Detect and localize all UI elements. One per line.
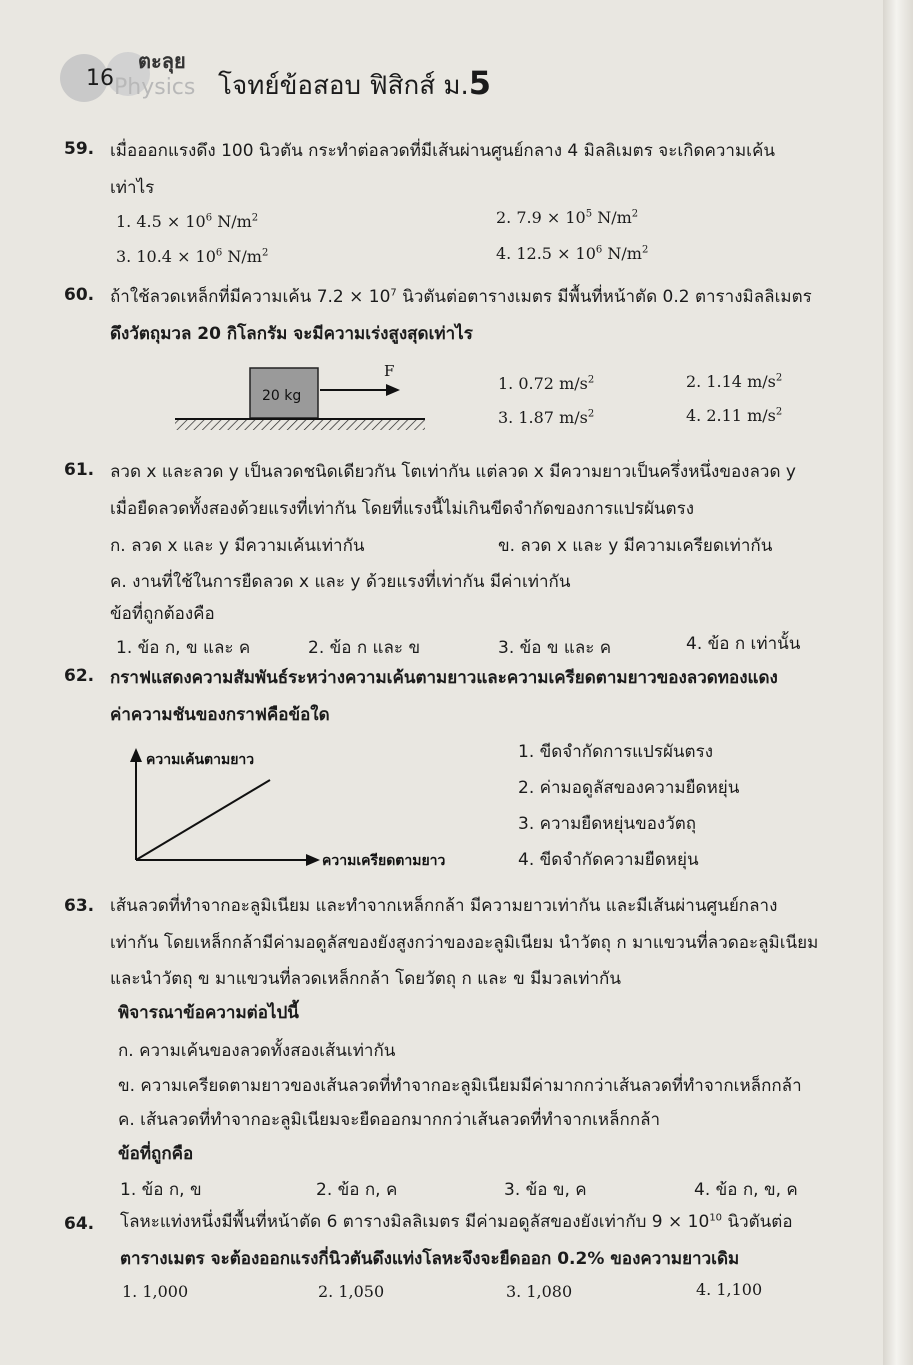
q60-text-a xyxy=(110,283,812,310)
q62-text-b: ค่าความชันของกราฟคือข้อใด xyxy=(110,705,330,725)
q59-option-3-text: 3. 10.4 × 10 xyxy=(116,247,216,266)
q61-statement-k: ก. ลวด x และ y มีความเค้นเท่ากัน xyxy=(110,536,365,556)
q60-option-3-sq: 2 xyxy=(587,408,595,420)
q61-statement-kh: ข. ลวด x และ y มีความเครียดเท่ากัน xyxy=(498,536,773,556)
q60-force-arrowhead xyxy=(386,384,400,396)
q62-option-3: 3. ความยืดหยุ่นของวัตถุ xyxy=(518,814,697,834)
grade-number: 5 xyxy=(468,64,492,102)
q63-correct-label: ข้อที่ถูกคือ xyxy=(118,1144,194,1164)
q59-option-3-unit: N/m xyxy=(222,247,262,266)
q63-statement-k: ก. ความเค้นของลวดทั้งสองเส้นเท่ากัน xyxy=(118,1041,396,1061)
q59-option-4-sq: 2 xyxy=(641,244,649,256)
q61-correct-label: ข้อที่ถูกต้องคือ xyxy=(110,604,215,624)
q62-graph-line xyxy=(136,780,270,860)
q60-option-1-sq: 2 xyxy=(587,374,595,386)
q64-option-1: 1. 1,000 xyxy=(122,1282,189,1301)
q63-number: 63. xyxy=(64,896,95,916)
q59-option-3-exp: 6 xyxy=(215,247,223,259)
brand-bottom: Physics xyxy=(114,75,196,100)
q64-option-4: 4. 1,100 xyxy=(696,1280,763,1299)
q63-option-1: 1. ข้อ ก, ข xyxy=(120,1180,202,1200)
q60-block-diagram xyxy=(170,360,430,438)
q59-option-2-unit: N/m xyxy=(592,208,632,227)
q59-option-1-exp: 6 xyxy=(205,212,213,224)
q60-option-4-text: 4. 2.11 m/s xyxy=(686,406,776,425)
q61-option-2: 2. ข้อ ก และ ข xyxy=(308,638,421,658)
q61-number: 61. xyxy=(64,460,95,480)
q60-option-4-sq: 2 xyxy=(775,406,783,418)
q63-statement-kh: ข. ความเครียดตามยาวของเส้นลวดที่ทำจากอะลูมิเนียมมีค่ามากกว่าเส้นลวดที่ทำจากเหล็กกล้า xyxy=(118,1076,802,1096)
q59-option-4-text: 4. 12.5 × 10 xyxy=(496,244,596,263)
q59-option-4-exp: 6 xyxy=(595,244,603,256)
q62-x-axis-arrowhead xyxy=(306,854,320,866)
q63-text-c: และนำวัตถุ ข มาแขวนที่ลวดเหล็กกล้า โดยวัตถุ ก และ ข มีมวลเท่ากัน xyxy=(110,969,621,989)
q59-option-2-exp: 5 xyxy=(585,208,593,220)
q62-option-1: 1. ขีดจำกัดการแปรผันตรง xyxy=(518,742,714,762)
q62-option-2: 2. ค่ามอดูลัสของความยืดหยุ่น xyxy=(518,778,740,798)
q60-ground-hatch xyxy=(175,420,425,430)
q61-option-3: 3. ข้อ ข และ ค xyxy=(498,638,612,658)
q62-y-axis-label: ความเค้นตามยาว xyxy=(146,752,255,768)
q60-text-a-start: ถ้าใช้ลวดเหล็กที่มีความเค้น 7.2 × 10 xyxy=(110,287,391,307)
q64-text-a xyxy=(120,1208,793,1235)
q60-text-b: ดึงวัตถุมวล 20 กิโลกรัม จะมีความเร่งสูงสุดเท่าไร xyxy=(110,324,473,344)
page-number: 16 xyxy=(86,66,114,91)
q61-option-1: 1. ข้อ ก, ข และ ค xyxy=(116,638,251,658)
q59-option-1-sq: 2 xyxy=(251,212,259,224)
q63-text-a: เส้นลวดที่ทำจากอะลูมิเนียม และทำจากเหล็กกล้า มีความยาวเท่ากัน และมีเส้นผ่านศูนย์กลาง xyxy=(110,896,778,916)
q62-text-a: กราฟแสดงความสัมพันธ์ระหว่างความเค้นตามยาวและความเครียดตามยาวของลวดทองแดง xyxy=(110,668,778,688)
q61-option-4: 4. ข้อ ก เท่านั้น xyxy=(686,634,801,654)
q59-option-3-sq: 2 xyxy=(261,247,269,259)
q59-option-2-text: 2. 7.9 × 10 xyxy=(496,208,586,227)
q60-mass-label: 20 kg xyxy=(262,388,302,404)
q61-statement-kk: ค. งานที่ใช้ในการยืดลวด x และ y ด้วยแรงที่เท่ากัน มีค่าเท่ากัน xyxy=(110,572,571,592)
q62-stress-strain-graph xyxy=(120,744,500,874)
brand-top: ตะลุย xyxy=(138,49,186,73)
q62-y-axis-arrowhead xyxy=(130,748,142,762)
q63-option-2: 2. ข้อ ก, ค xyxy=(316,1180,398,1200)
q62-x-axis-label: ความเครียดตามยาว xyxy=(322,853,446,869)
q63-statement-kk: ค. เส้นลวดที่ทำจากอะลูมิเนียมจะยืดออกมากกว่าเส้นลวดที่ทำจากเหล็กกล้า xyxy=(118,1110,661,1130)
q59-option-1-text: 1. 4.5 × 10 xyxy=(116,212,206,231)
q59-option-3 xyxy=(116,247,268,266)
q60-option-4 xyxy=(686,406,782,425)
q60-option-1-text: 1. 0.72 m/s xyxy=(498,374,588,393)
q63-option-4: 4. ข้อ ก, ข, ค xyxy=(694,1180,798,1200)
q64-text-a-exp: 10 xyxy=(709,1212,723,1224)
page-gutter xyxy=(883,0,913,1365)
q64-text-a-rest: นิวตันต่อ xyxy=(722,1212,793,1232)
q64-option-3: 3. 1,080 xyxy=(506,1282,573,1301)
q60-option-2-sq: 2 xyxy=(775,372,783,384)
q60-option-3-text: 3. 1.87 m/s xyxy=(498,408,588,427)
q61-text-a: ลวด x และลวด y เป็นลวดชนิดเดียวกัน โตเท่ากัน แต่ลวด x มีความยาวเป็นครึ่งหนึ่งของลวด y xyxy=(110,462,796,482)
q60-text-a-exp: 7 xyxy=(390,287,397,299)
q60-force-label: F xyxy=(384,362,395,380)
q64-option-2: 2. 1,050 xyxy=(318,1282,385,1301)
q60-option-2 xyxy=(686,372,782,391)
q63-consider-label: พิจารณาข้อความต่อไปนี้ xyxy=(118,1003,299,1023)
q59-option-1-unit: N/m xyxy=(212,212,252,231)
q60-text-a-rest: นิวตันต่อตารางเมตร มีพื้นที่หน้าตัด 0.2 ตารางมิลลิเมตร xyxy=(396,287,812,307)
q60-option-2-text: 2. 1.14 m/s xyxy=(686,372,776,391)
q60-option-3 xyxy=(498,408,594,427)
q59-number: 59. xyxy=(64,139,95,159)
q59-option-1 xyxy=(116,212,258,231)
q59-text-b: เท่าไร xyxy=(110,178,155,198)
q64-text-b: ตารางเมตร จะต้องออกแรงกี่นิวตันดึงแท่งโลหะจึงจะยืดออก 0.2% ของความยาวเดิม xyxy=(120,1249,740,1269)
q59-option-2 xyxy=(496,208,638,227)
q62-number: 62. xyxy=(64,666,95,686)
q64-text-a-start: โลหะแท่งหนึ่งมีพื้นที่หน้าตัด 6 ตารางมิลลิเมตร มีค่ามอดูลัสของยังเท่ากับ 9 × 10 xyxy=(120,1212,710,1232)
q60-number: 60. xyxy=(64,285,95,305)
q61-text-b: เมื่อยืดลวดทั้งสองด้วยแรงที่เท่ากัน โดยที่แรงนี้ไม่เกินขีดจำกัดของการแปรผันตรง xyxy=(110,499,695,519)
q59-option-4-unit: N/m xyxy=(602,244,642,263)
q63-text-b: เท่ากัน โดยเหล็กกล้ามีค่ามอดูลัสของยังสูงกว่าของอะลูมิเนียม นำวัตถุ ก มาแขวนที่ลวดอะลูมิเนียม xyxy=(110,933,819,953)
q62-option-4: 4. ขีดจำกัดความยืดหยุ่น xyxy=(518,850,699,870)
page-title-text: โจทย์ข้อสอบ ฟิสิกส์ ม. xyxy=(218,71,469,101)
q63-option-3: 3. ข้อ ข, ค xyxy=(504,1180,587,1200)
q59-option-2-sq: 2 xyxy=(631,208,639,220)
q64-number: 64. xyxy=(64,1214,95,1234)
q59-option-4 xyxy=(496,244,648,263)
q60-option-1 xyxy=(498,374,594,393)
page-title xyxy=(218,64,491,106)
q59-text-a: เมื่อออกแรงดึง 100 นิวตัน กระทำต่อลวดที่มีเส้นผ่านศูนย์กลาง 4 มิลลิเมตร จะเกิดความเค้น xyxy=(110,141,775,161)
brand-logo xyxy=(58,44,208,108)
